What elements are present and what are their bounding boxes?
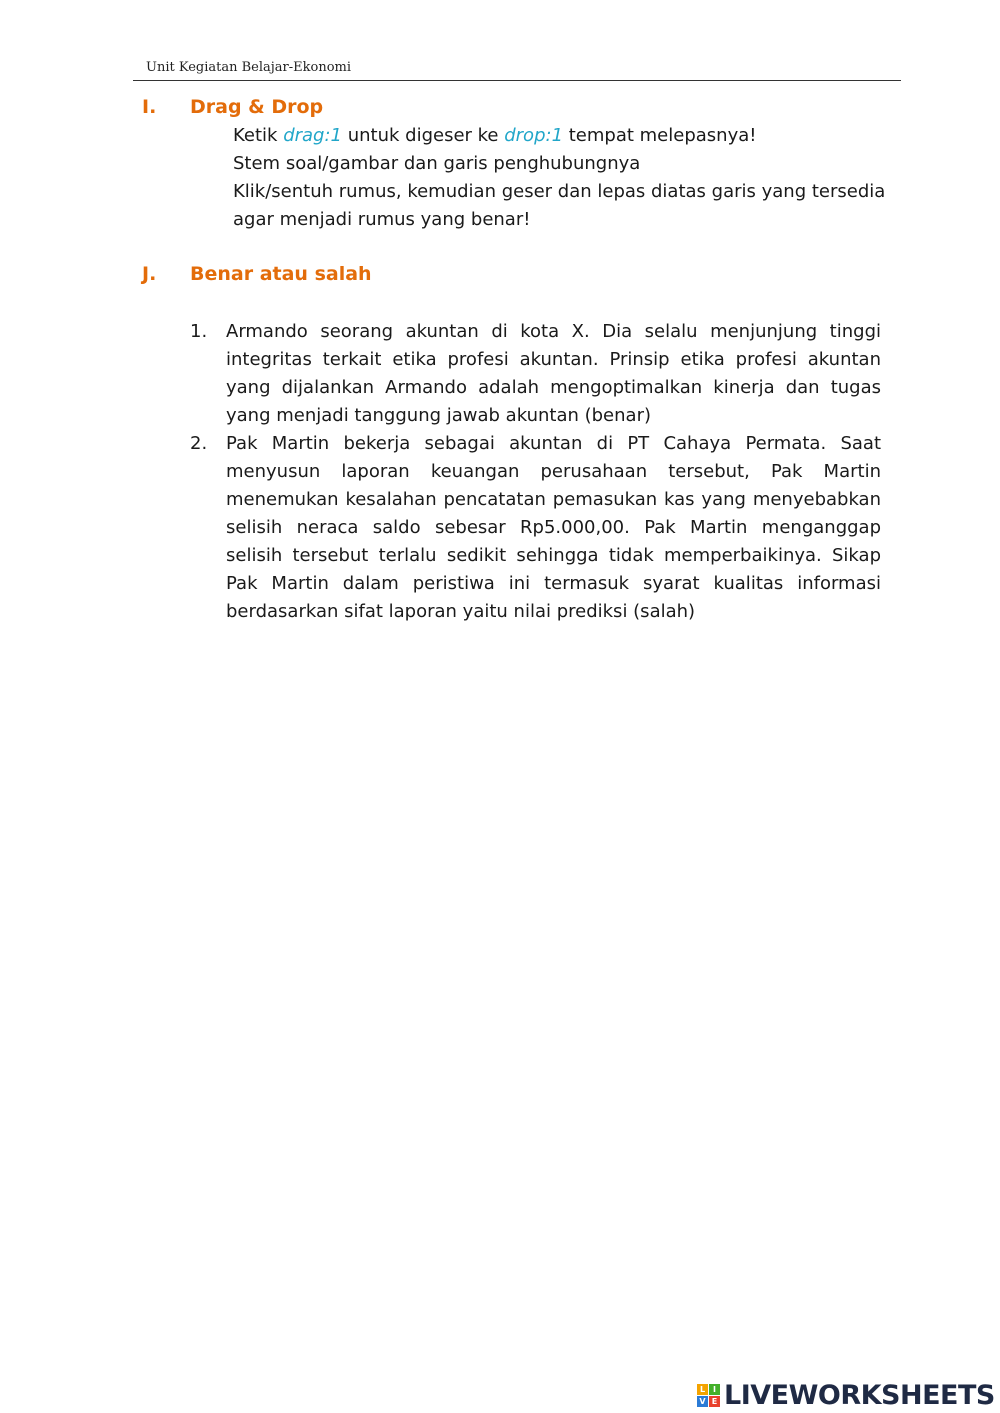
section-j-number: J. (142, 263, 157, 285)
logo-icon (697, 1384, 720, 1407)
section-i-line-2: Stem soal/gambar dan garis penghubungnya (233, 153, 641, 174)
section-i-number: I. (142, 96, 157, 118)
item-text: Armando seorang akuntan di kota X. Dia selalu menjunjung tinggi integritas terkait etika profesi akuntan. Prinsip etika profesi akuntan yang dijalankan Armando adalah mengoptimalkan kinerja dan tugas yang menjadi tanggung jawab akuntan (benar) (226, 321, 881, 426)
logo-letter-l: L (697, 1384, 708, 1395)
list-item (190, 430, 881, 626)
liveworksheets-logo (697, 1378, 995, 1412)
line1-post: tempat melepasnya! (563, 125, 757, 146)
section-j-title: Benar atau salah (190, 263, 372, 285)
page-header (133, 58, 901, 81)
drop-token: drop:1 (504, 125, 564, 146)
section-i-line-4: agar menjadi rumus yang benar! (233, 209, 531, 230)
item-number: 1. (190, 321, 208, 342)
logo-text: LIVEWORKSHEETS (724, 1379, 995, 1411)
section-j-heading (142, 263, 372, 285)
section-i-line-1 (233, 122, 756, 150)
section-i-line-3: Klik/sentuh rumus, kemudian geser dan lepas diatas garis yang tersedia (233, 181, 886, 202)
logo-letter-v: V (697, 1396, 708, 1407)
logo-letter-i: I (709, 1384, 720, 1395)
list-item (190, 318, 881, 430)
item-number: 2. (190, 433, 208, 454)
item-text: Pak Martin bekerja sebagai akuntan di PT Cahaya Permata. Saat menyusun laporan keuangan perusahaan tersebut, Pak Martin menemukan kesalahan pencatatan pemasukan kas yang menyebabkan selisih neraca saldo sebesar Rp5.000,00. Pak Martin menganggap selisih tersebut terlalu sedikit sehingga tidak memperbaikinya. Sikap Pak Martin dalam peristiwa ini termasuk syarat kualitas informasi berdasarkan sifat laporan yaitu nilai prediksi (salah) (226, 433, 881, 622)
header-title: Unit Kegiatan Belajar-Ekonomi (146, 60, 352, 75)
line1-pre: Ketik (233, 125, 284, 146)
line1-mid: untuk digeser ke (342, 125, 505, 146)
section-i-title: Drag & Drop (190, 96, 324, 118)
true-false-list (190, 318, 881, 626)
drag-token: drag:1 (283, 125, 342, 146)
logo-letter-e: E (709, 1396, 720, 1407)
section-i-heading (142, 96, 323, 118)
